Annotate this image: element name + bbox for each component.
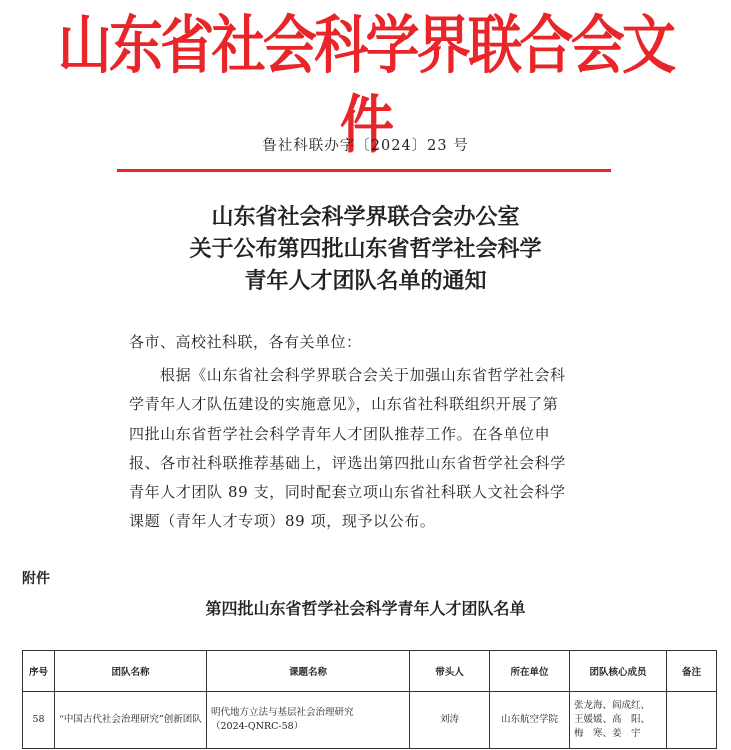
project-line: （2024-QNRC-58） (211, 721, 304, 732)
masthead-title: 山东省社会科学界联合会文件 (57, 9, 674, 163)
header-cell: 带头人 (410, 651, 490, 692)
notice-title (0, 201, 731, 297)
row-number: 58 (23, 692, 55, 749)
team-unit: 山东航空学院 (490, 692, 570, 749)
list-title: 第四批山东省哲学社会科学青年人才团队名单 (205, 599, 526, 618)
body-line: 四批山东省哲学社会科学青年人才团队推荐工作。在各单位申 (129, 424, 551, 443)
header-cell: 序号 (23, 651, 55, 692)
title-line: 山东省社会科学界联合会办公室 (211, 204, 520, 230)
title-line: 关于公布第四批山东省哲学社会科学 (189, 236, 542, 262)
remark (667, 692, 717, 749)
salutation: 各市、高校社科联，各有关单位： (129, 333, 362, 351)
member-line: 梅 寒、姜 宇 (574, 728, 641, 739)
red-divider-line (117, 169, 611, 172)
title-line: 青年人才团队名单的通知 (244, 268, 487, 294)
team-name: “中国古代社会治理研究”创新团队 (55, 692, 207, 749)
core-members (570, 692, 667, 749)
project-name (207, 692, 410, 749)
table-row (23, 692, 717, 749)
table-header-row (23, 651, 717, 692)
body-line: 报、各市社科联推荐基础上，评选出第四批山东省哲学社会科学 (129, 453, 566, 472)
header-cell: 课题名称 (207, 651, 410, 692)
team-roster-table (22, 650, 717, 749)
body-line: 青年人才团队 89 支，同时配套立项山东省社科联人文社会科学 (129, 483, 566, 502)
member-line: 张龙海、阎成红、 (574, 700, 651, 711)
header-cell: 团队核心成员 (570, 651, 667, 692)
header-cell: 所在单位 (490, 651, 570, 692)
body-line: 课题（青年人才专项）89 项，现予以公布。 (129, 512, 436, 531)
project-line: 明代地方立法与基层社会治理研究 (211, 707, 354, 718)
team-leader: 刘涛 (410, 692, 490, 749)
body-line: 学青年人才队伍建设的实施意见》，山东省社科联组织开展了第 (129, 395, 559, 414)
member-line: 王媛媛、高 阳、 (574, 714, 651, 725)
body-paragraph (129, 361, 599, 537)
document-number: 鲁社科联办字〔2024〕23 号 (262, 138, 469, 154)
attachment-label: 附件 (22, 571, 50, 587)
header-cell: 团队名称 (55, 651, 207, 692)
body-line: 根据《山东省社会科学界联合会关于加强山东省哲学社会科 (160, 366, 566, 384)
header-cell: 备注 (667, 651, 717, 692)
